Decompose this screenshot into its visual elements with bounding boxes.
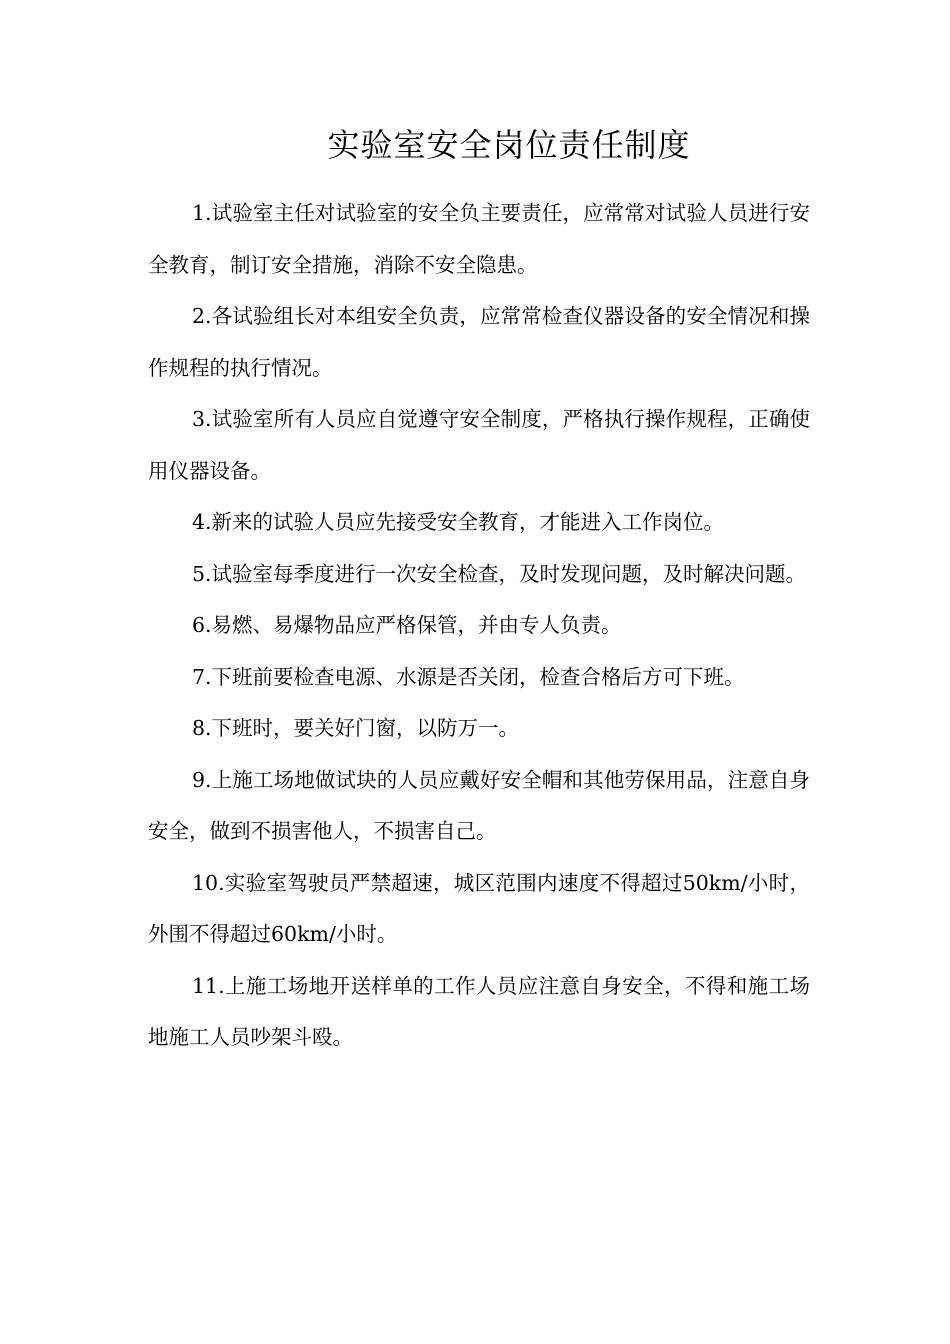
rule-item-4: 4.新来的试验人员应先接受安全教育，才能进入工作岗位。 (192, 510, 725, 534)
rule-item-1: 1.试验室主任对试验室的安全负主要责任，应常常对试验人员进行安全教育，制订安全措施，消除不安全隐患。 (148, 201, 810, 277)
rule-item-10: 10.实验室驾驶员严禁超速，城区范围内速度不得超过50km/小时，外围不得超过60km/小时。 (148, 870, 810, 946)
rule-item-2: 2.各试验组长对本组安全负责，应常常检查仪器设备的安全情况和操作规程的执行情况。 (148, 304, 810, 380)
rule-item-3: 3.试验室所有人员应自觉遵守安全制度，严格执行操作规程，正确使用仪器设备。 (148, 407, 810, 483)
rule-item-8: 8.下班时，要关好门窗，以防万一。 (192, 716, 520, 740)
rule-item-5: 5.试验室每季度进行一次安全检查，及时发现问题，及时解决问题。 (192, 561, 807, 586)
document-title: 实验室安全岗位责任制度 (327, 126, 691, 164)
rule-item-6: 6.易燃、易爆物品应严格保管，并由专人负责。 (192, 613, 622, 637)
document-body (148, 188, 810, 1064)
rule-item-7: 7.下班前要检查电源、水源是否关闭，检查合格后方可下班。 (192, 664, 745, 689)
rule-item-9: 9.上施工场地做试块的人员应戴好安全帽和其他劳保用品，注意自身安全，做到不损害他人，不损害自己。 (148, 767, 810, 843)
rule-item-11: 11.上施工场地开送样单的工作人员应注意自身安全，不得和施工场地施工人员吵架斗殴。 (148, 973, 810, 1049)
